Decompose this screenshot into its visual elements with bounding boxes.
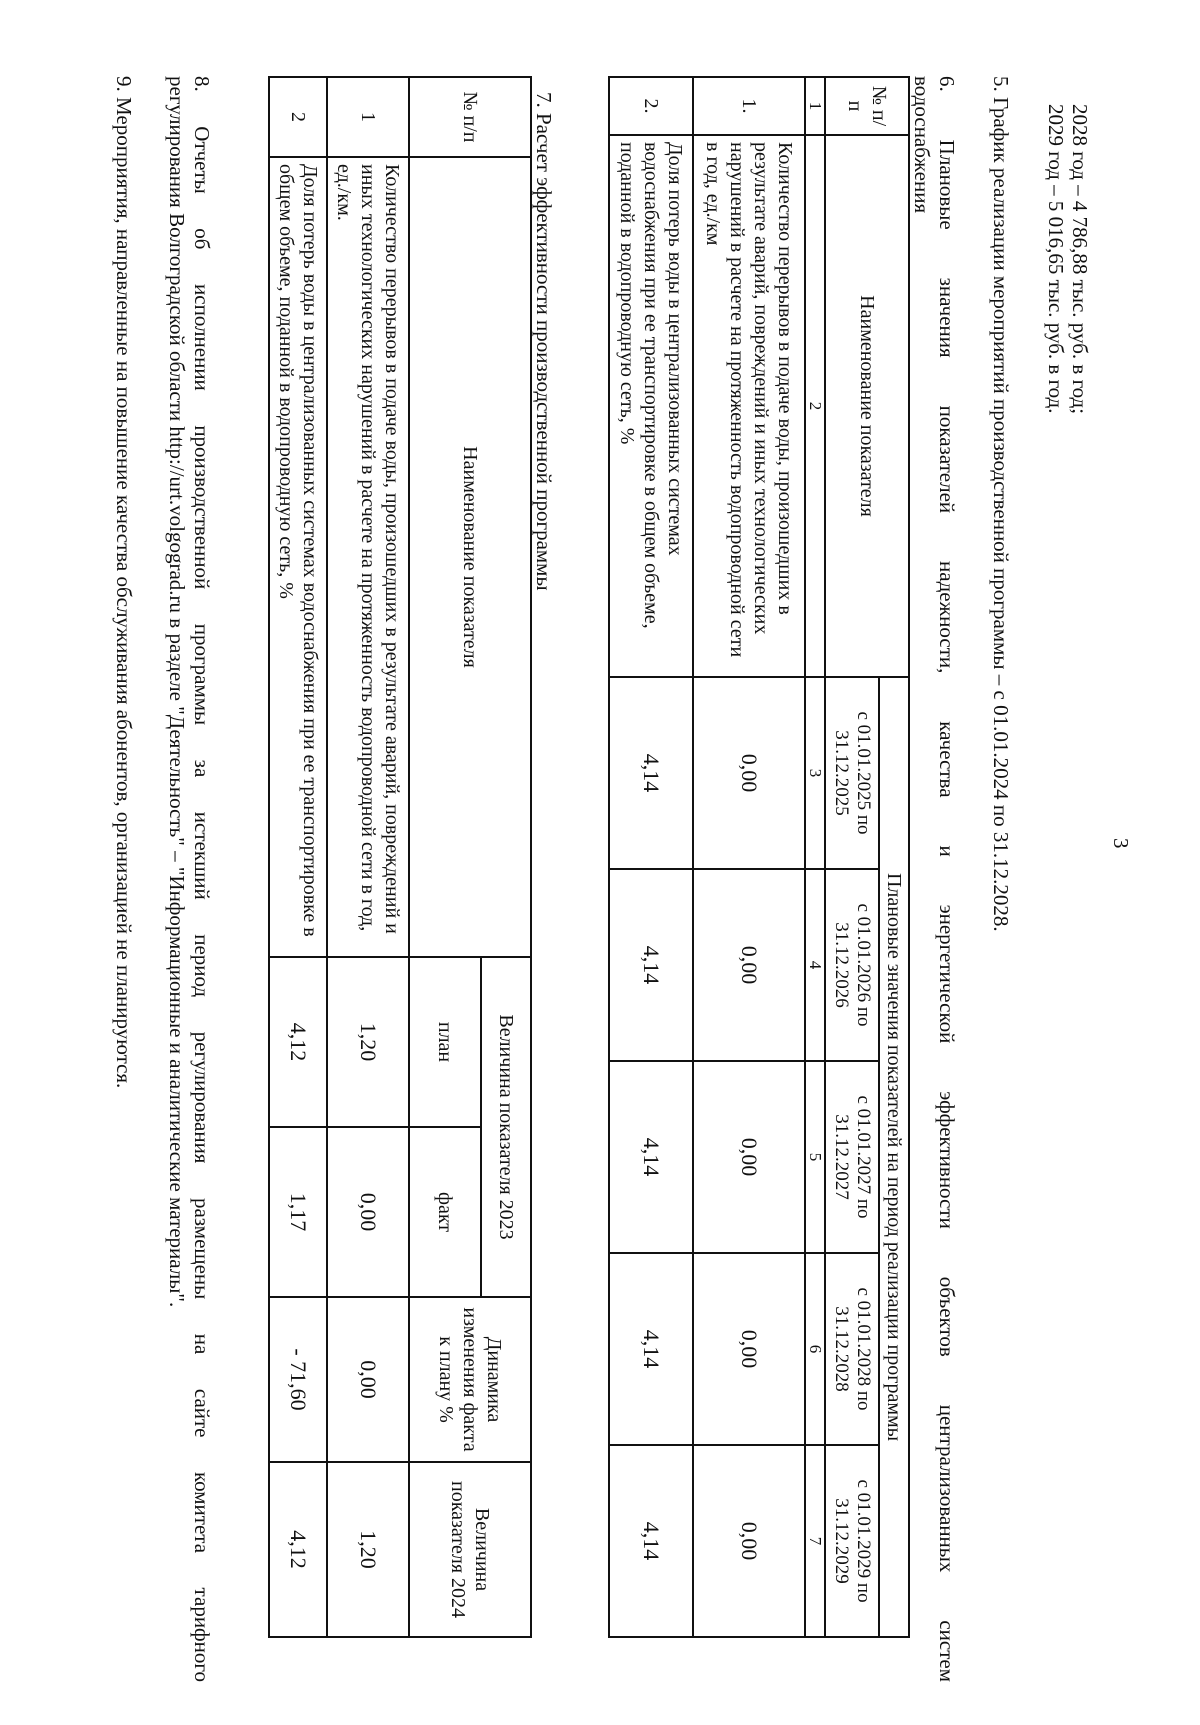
row-value: 0,00	[693, 1253, 805, 1445]
column-index: 5	[805, 1061, 825, 1253]
column-index: 6	[805, 1253, 825, 1445]
header-value-2023: Величина показателя 2023	[481, 957, 531, 1297]
section-7-title: 7. Расчет эффективности производственной программы	[532, 92, 556, 591]
row-value-2024: 1,20	[327, 1462, 409, 1637]
row-num: 2.	[609, 77, 693, 135]
row-indicator-name: Доля потерь воды в централизованных системах водоснабжения при ее транспортировке в общем объеме, поданной в водопроводную сеть, %	[269, 157, 327, 957]
header-period-4: с 01.01.2028 по 31.12.2028	[825, 1253, 879, 1445]
section-8-line-1: 8. Отчеты об исполнении производственной программы за истекший период регулирования размещены на сайте комитета тарифного	[190, 76, 214, 1682]
row-indicator-name: Доля потерь воды в централизованных системах водоснабжения при ее транспортировке в общем объеме, поданной в водопроводную сеть, %	[609, 135, 693, 677]
section-8-line-2: регулирования Волгоградской области http://urt.volgograd.ru в разделе "Деятельность" – "Информационные и аналитические материалы".	[165, 76, 189, 1308]
row-fact: 0,00	[327, 1127, 409, 1297]
column-index: 2	[805, 135, 825, 677]
row-value-2024: 4,12	[269, 1462, 327, 1637]
section-5-text: 5. График реализации мероприятий производственной программы – с 01.01.2024 по 31.12.2028.	[989, 76, 1013, 932]
section-6-heading-line-2: водоснабжения	[910, 76, 934, 214]
table-efficiency	[268, 76, 532, 1638]
row-value: 0,00	[693, 677, 805, 869]
row-num: 2	[269, 77, 327, 157]
section-9-text: 9. Мероприятия, направленные на повышение качества обслуживания абонентов, организацией не планируются.	[112, 76, 136, 1089]
row-dynamics: - 71,60	[269, 1297, 327, 1462]
row-value: 4,14	[609, 1061, 693, 1253]
row-value: 4,14	[609, 869, 693, 1061]
header-period-5: с 01.01.2029 по 31.12.2029	[825, 1445, 879, 1637]
column-index: 3	[805, 677, 825, 869]
header-num: № п/п	[409, 77, 531, 157]
header-indicator-name: Наименование показателя	[825, 135, 909, 677]
header-value-2024: Величина показателя 2024	[409, 1462, 531, 1637]
row-value: 4,14	[609, 1253, 693, 1445]
header-period-2: с 01.01.2026 по 31.12.2026	[825, 869, 879, 1061]
header-fact: факт	[409, 1127, 481, 1297]
row-fact: 1,17	[269, 1127, 327, 1297]
row-num: 1.	[693, 77, 805, 135]
row-dynamics: 0,00	[327, 1297, 409, 1462]
intro-line-2: 2029 год – 5 016,65 тыс. руб. в год.	[1044, 104, 1068, 414]
table-row	[693, 77, 805, 1637]
column-index: 7	[805, 1445, 825, 1637]
table-row	[609, 77, 693, 1637]
row-value: 0,00	[693, 869, 805, 1061]
intro-line-1: 2028 год – 4 786,88 тыс. руб. в год;	[1068, 104, 1092, 415]
row-plan: 4,12	[269, 957, 327, 1127]
table-planned-values	[608, 76, 910, 1638]
row-value: 4,14	[609, 1445, 693, 1637]
header-plan: план	[409, 957, 481, 1127]
row-indicator-name: Количество перерывов в подаче воды, произошедших в результате аварий, повреждений и иных технологических нарушений в расчете на протяженность водопроводной сети в год, ед./км	[693, 135, 805, 677]
row-num: 1	[327, 77, 409, 157]
row-value: 4,14	[609, 677, 693, 869]
header-planned-group: Плановые значения показателей на период реализации программы	[879, 677, 909, 1637]
header-period-3: с 01.01.2027 по 31.12.2027	[825, 1061, 879, 1253]
column-index: 4	[805, 869, 825, 1061]
table-row	[269, 77, 327, 1637]
section-6-heading-line-1: 6. Плановые значения показателей надежности, качества и энергетической эффективности объектов централизованных систем	[935, 76, 959, 1682]
page-number: 3	[1109, 838, 1133, 849]
header-indicator-name: Наименование показателя	[409, 157, 531, 957]
table-row	[327, 77, 409, 1637]
header-period-1: с 01.01.2025 по 31.12.2025	[825, 677, 879, 869]
row-indicator-name: Количество перерывов в подаче воды, произошедших в результате аварий, повреждений и иных технологических нарушений в расчете на протяженность водопроводной сети в год, ед./км.	[327, 157, 409, 957]
column-index: 1	[805, 77, 825, 135]
header-dynamics: Динамика изменения факта к плану %	[409, 1297, 531, 1462]
row-value: 0,00	[693, 1061, 805, 1253]
row-value: 0,00	[693, 1445, 805, 1637]
row-plan: 1,20	[327, 957, 409, 1127]
header-num: № п/п	[825, 77, 909, 135]
